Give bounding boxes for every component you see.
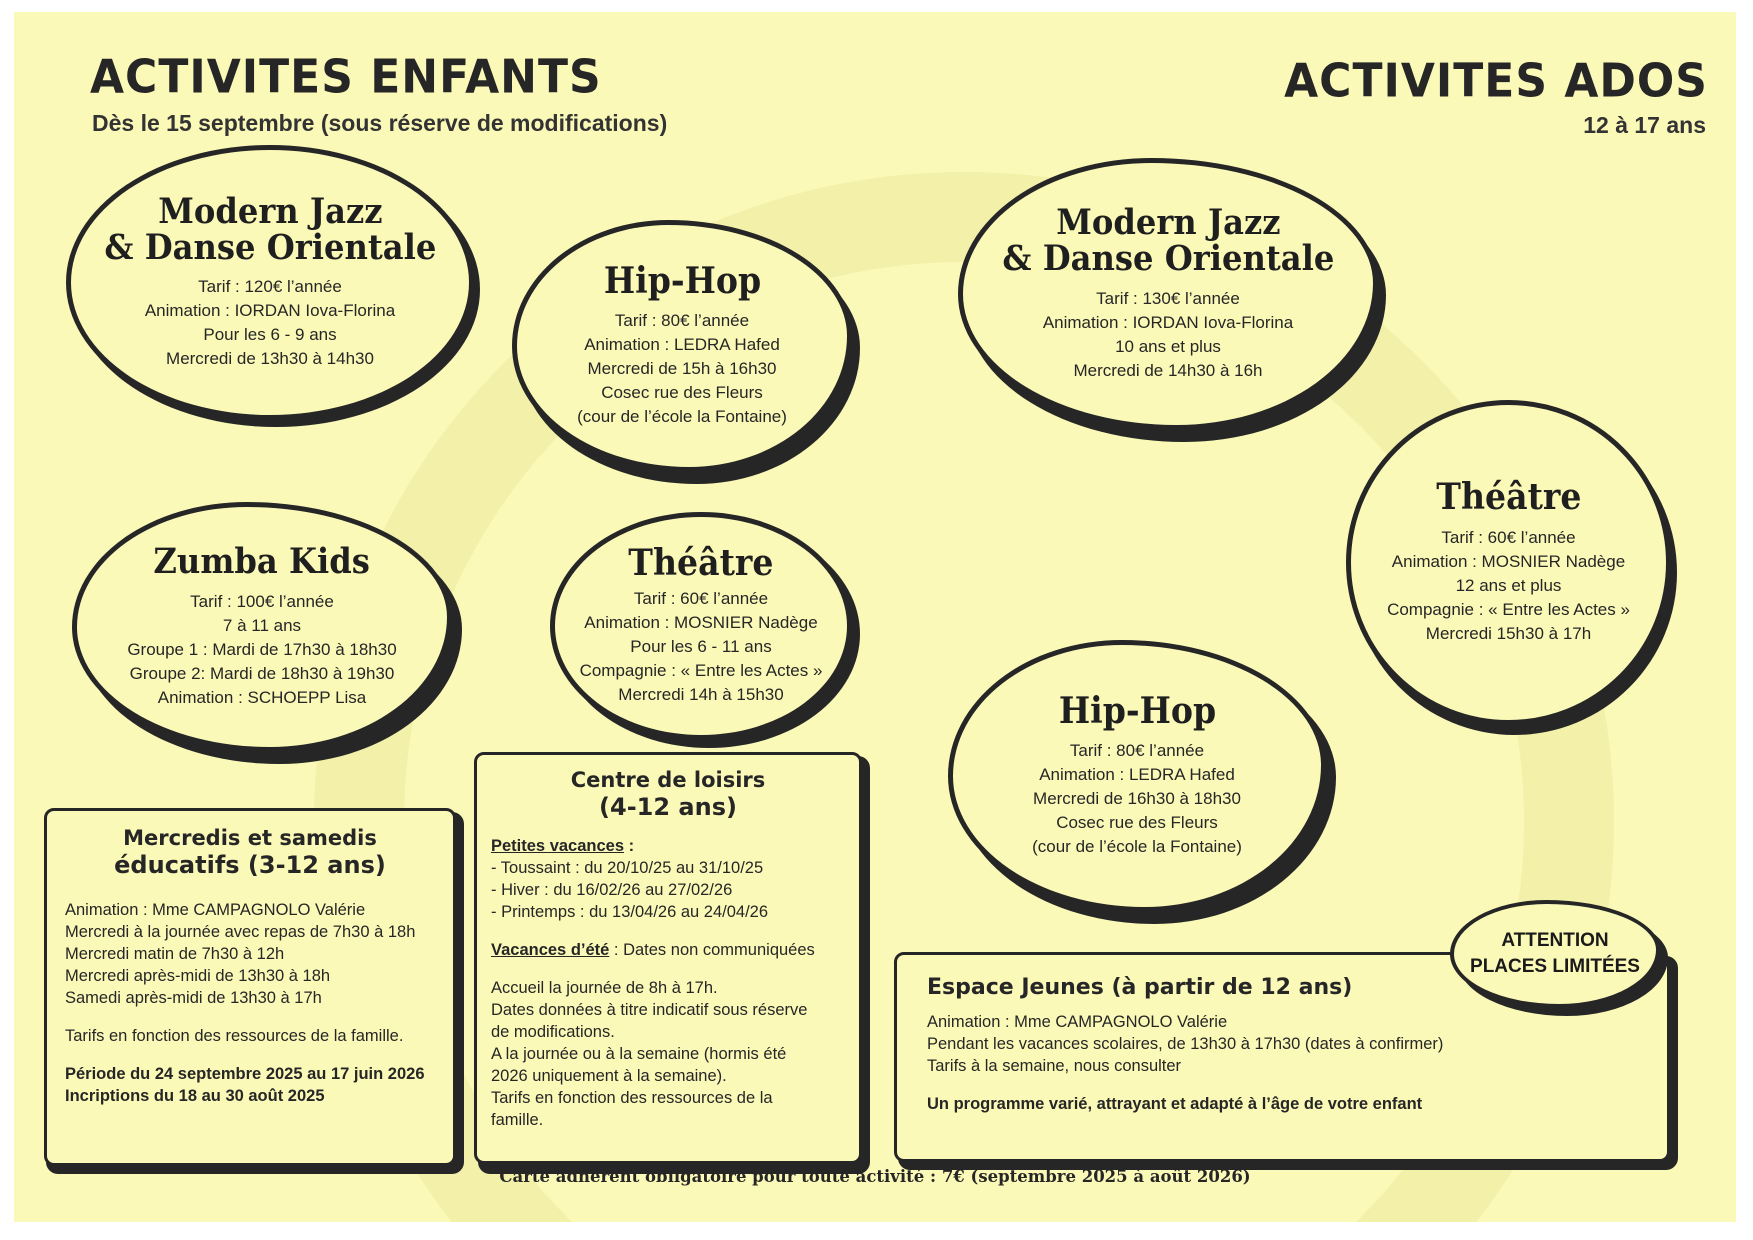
badge-attention-places — [1450, 900, 1660, 1008]
info-line: Animation : MOSNIER Nadège — [584, 613, 818, 633]
box-mercredis-samedis — [44, 808, 456, 1166]
bubble-title — [104, 190, 436, 268]
bubble-hip-hop-enfants — [512, 220, 852, 472]
title-line-1: Modern Jazz — [157, 190, 383, 232]
vacances-ete-line — [491, 939, 845, 961]
info-line: Mercredi à la journée avec repas de 7h30 à 18h — [65, 923, 416, 941]
bubble-modern-jazz-enfants — [66, 145, 474, 420]
flyer-page — [14, 12, 1736, 1222]
info-line: Groupe 1 : Mardi de 17h30 à 18h30 — [127, 639, 397, 659]
colon: : — [624, 837, 635, 855]
title-line-1: Centre de loisirs — [570, 768, 766, 792]
attention-line-2: PLACES LIMITÉES — [1470, 956, 1640, 977]
bubble-hip-hop-ados — [948, 640, 1326, 912]
info-line: de modifications. — [491, 1023, 615, 1041]
info-line: Animation : IORDAN Iova-Florina — [144, 301, 396, 321]
info-line: Mercredi après-midi de 13h30 à 18h — [65, 967, 331, 985]
info-line: Accueil la journée de 8h à 17h. — [491, 979, 718, 997]
info-line: Mercredi de 13h30 à 14h30 — [166, 349, 374, 369]
info-line: famille. — [491, 1111, 544, 1129]
info-line: Dates données à titre indicatif sous réserve — [491, 1001, 808, 1019]
tarifs-line: Tarifs en fonction des ressources de la famille. — [65, 1027, 404, 1045]
info-line: Cosec rue des Fleurs — [1056, 813, 1218, 833]
bubble-modern-jazz-ados — [958, 158, 1378, 430]
petites-vacances-label — [491, 835, 845, 857]
footer-carte-adherent: Carte adhérent obligatoire pour toute activité : 7€ (septembre 2025 à août 2026) — [499, 1167, 1251, 1186]
info-line: Animation : Mme CAMPAGNOLO Valérie — [927, 1013, 1228, 1031]
box-title — [491, 767, 845, 821]
info-line: Animation : MOSNIER Nadège — [1391, 551, 1626, 571]
info-line: Samedi après-midi de 13h30 à 17h — [65, 989, 322, 1007]
bubble-title: Hip-Hop — [1058, 689, 1216, 732]
info-line: Tarif : 80€ l’année — [1069, 741, 1205, 761]
info-line: Cosec rue des Fleurs — [601, 383, 763, 403]
petites-vacances-title: Petites vacances — [491, 837, 625, 855]
info-line: Pour les 6 - 9 ans — [203, 325, 337, 345]
box-title — [65, 825, 435, 879]
bubble-title: Théâtre — [628, 541, 774, 584]
subheading-ados: 12 à 17 ans — [1583, 112, 1706, 138]
info-line: Tarif : 80€ l’année — [614, 311, 750, 331]
info-line: 12 ans et plus — [1455, 575, 1562, 595]
info-line: Tarifs en fonction des ressources de la — [491, 1089, 773, 1107]
box-centre-loisirs — [474, 752, 862, 1164]
info-line: (cour de l’école la Fontaine) — [577, 407, 787, 427]
heading-ados: ACTIVITES ADOS — [1284, 54, 1708, 109]
info-line: Tarif : 130€ l’année — [1096, 288, 1240, 308]
info-line: Animation : IORDAN Iova-Florina — [1042, 312, 1294, 332]
info-line: Tarif : 60€ l’année — [633, 589, 769, 609]
bubble-title: Zumba Kids — [153, 541, 371, 583]
info-line: Compagnie : « Entre les Actes » — [1387, 599, 1630, 619]
bubble-title — [1002, 202, 1334, 279]
attention-line-1: ATTENTION — [1501, 930, 1609, 951]
info-line: Animation : LEDRA Hafed — [584, 335, 780, 355]
info-line: Mercredi matin de 7h30 à 12h — [65, 945, 285, 963]
heading-enfants: ACTIVITES ENFANTS — [90, 50, 602, 105]
info-line: Tarifs à la semaine, nous consulter — [927, 1057, 1182, 1075]
inscriptions-line: Incriptions du 18 au 30 août 2025 — [65, 1087, 325, 1105]
vacation-line: - Toussaint : du 20/10/25 au 31/10/25 — [491, 859, 764, 877]
info-line: Mercredi de 16h30 à 18h30 — [1033, 789, 1241, 809]
info-line: Animation : Mme CAMPAGNOLO Valérie — [65, 901, 366, 919]
info-line: Mercredi 14h à 15h30 — [618, 685, 784, 705]
info-line: Tarif : 120€ l’année — [198, 277, 342, 297]
info-line: Tarif : 100€ l’année — [190, 591, 334, 611]
bubble-title: Théâtre — [1435, 476, 1582, 519]
vacances-ete-label: Vacances d’été — [491, 941, 610, 959]
box-title: Espace Jeunes (à partir de 12 ans) — [927, 975, 1353, 1000]
bubble-zumba-kids — [72, 502, 452, 752]
title-line-1: Mercredis et samedis — [123, 826, 377, 850]
title-line-1: Modern Jazz — [1055, 202, 1281, 244]
info-line: Groupe 2: Mardi de 18h30 à 19h30 — [129, 663, 395, 683]
vacation-line: - Printemps : du 13/04/26 au 24/04/26 — [491, 903, 769, 921]
info-line: Pour les 6 - 11 ans — [630, 637, 772, 657]
programme-line: Un programme varié, attrayant et adapté à l’âge de votre enfant — [927, 1095, 1423, 1113]
info-line: Animation : SCHOEPP Lisa — [157, 687, 367, 707]
info-line: Tarif : 60€ l’année — [1441, 527, 1576, 547]
info-line: Mercredi de 14h30 à 16h — [1073, 360, 1263, 380]
info-line: Mercredi 15h30 à 17h — [1425, 623, 1592, 643]
title-line-2: (4-12 ans) — [599, 793, 737, 821]
bubble-theatre-enfants — [550, 512, 852, 740]
info-line: 7 à 11 ans — [222, 615, 302, 635]
title-line-2: & Danse Orientale — [104, 226, 436, 268]
bubble-title: Hip-Hop — [603, 259, 761, 302]
bubble-theatre-ados — [1346, 400, 1671, 725]
info-line: 2026 uniquement à la semaine). — [491, 1067, 727, 1085]
info-line: (cour de l’école la Fontaine) — [1032, 837, 1242, 857]
vacances-ete-value: : Dates non communiquées — [609, 941, 815, 959]
info-line: Compagnie : « Entre les Actes » — [579, 661, 823, 681]
title-line-2: éducatifs (3-12 ans) — [114, 851, 386, 879]
title-line-2: & Danse Orientale — [1002, 238, 1334, 279]
info-line: Pendant les vacances scolaires, de 13h30 à 17h30 (dates à confirmer) — [927, 1035, 1444, 1053]
periode-line: Période du 24 septembre 2025 au 17 juin 2026 — [65, 1065, 425, 1083]
info-line: A la journée ou à la semaine (hormis été — [491, 1045, 787, 1063]
info-line: 10 ans et plus — [1115, 336, 1221, 356]
info-line: Animation : LEDRA Hafed — [1039, 765, 1235, 785]
vacation-line: - Hiver : du 16/02/26 au 27/02/26 — [491, 881, 733, 899]
subheading-enfants: Dès le 15 septembre (sous réserve de modifications) — [92, 110, 668, 136]
info-line: Mercredi de 15h à 16h30 — [587, 359, 777, 379]
